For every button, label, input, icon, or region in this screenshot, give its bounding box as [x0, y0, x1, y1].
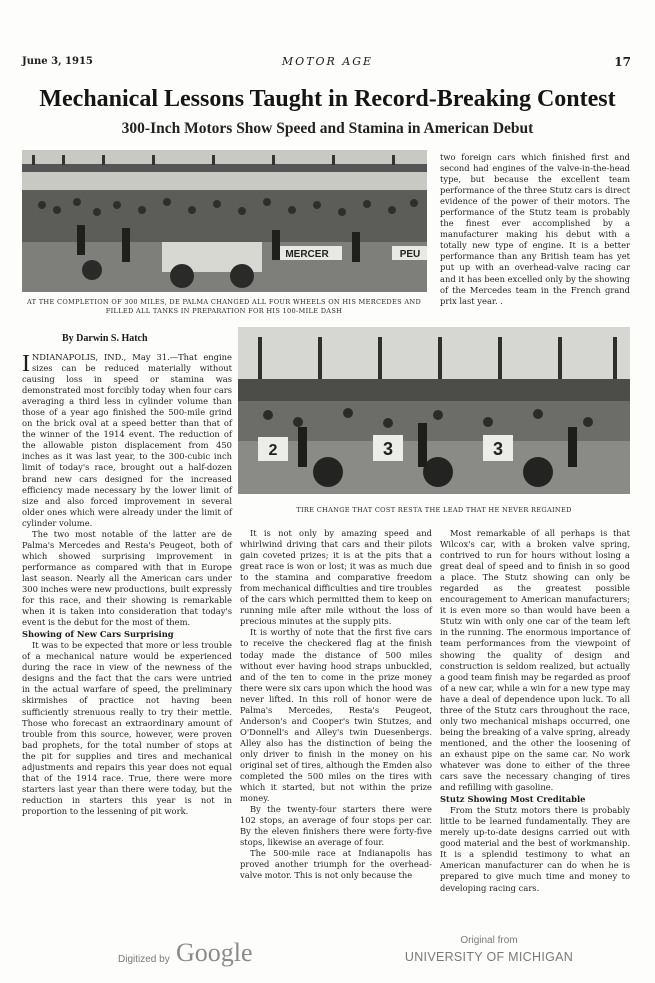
drop-cap: I: [22, 351, 30, 377]
magazine-name: MOTOR AGE: [281, 55, 374, 68]
column-1: [22, 352, 232, 817]
car-number-2: 2: [268, 442, 278, 459]
column-2-paragraph-4: The 500-mile race at Indianapolis has proved another triumph for the overhead-valve motor. This is not only because the: [240, 848, 432, 881]
car-number-3a: 3: [382, 439, 394, 459]
top-photo-caption: AT THE COMPLETION OF 300 MILES, DE PALMA CHANGED ALL FOUR WHEELS ON HIS MERCEDES AND FILLED ALL TANKS IN PREPARATION FOR HIS 100-MILE DASH: [26, 298, 422, 315]
column-1-text-1: NDIANAPOLIS, IND., May 31.—That engine sizes can be reduced materially without causing loss in speed or stamina was demonstrated most forcibly today when four cars averaging a third less in cylinder volume than those of a year ago finished the 500-mile grind on the brick oval at a speed better than that of the winner of the 1914 event. The reduction of the allowable piston displacement from 450 inches as it was last year, to the 300-cubic inch limit of today's race, brought out a half-dozen brand new cars designed for the increased efficiency made necessary by the lower limit of size and also forced improvement in several older ones which were already under the limit of cylinder volume.: [22, 352, 232, 528]
car-number-3b: 3: [492, 439, 504, 459]
subheading-stutz: Stutz Showing Most Creditable: [440, 794, 586, 805]
article-title: Mechanical Lessons Taught in Record-Breaking Contest: [39, 86, 616, 112]
google-logo: Google: [176, 938, 253, 967]
sign-peu: PEU: [399, 249, 421, 260]
original-from-label: Original from: [460, 935, 518, 946]
university-link[interactable]: UNIVERSITY OF MICHIGAN: [404, 950, 574, 964]
digitization-footer: [0, 930, 655, 975]
column-1-paragraph-1: [22, 352, 232, 529]
column-1-paragraph-3: It was to be expected that more or less trouble of a mechanical nature would be experienced during the race in view of the newness of the designs and the fact that the cars were untried in the actual warfare of speed, the preliminary skirmishes of practice not having been sufficiently strenuous really to try their mettle. Those who forecast an extraordinary amount of trouble from this source, however, were proven bad prophets, for the total number of stops at the pit for supplies and tires and mechanical adjustments and repairs this year does not equal that of the 1914 race. True, there were more starters last year than there were today, but the reduction in starters this year is not in proportion to the lessening of pit work.: [22, 640, 232, 816]
column-3: [440, 528, 630, 894]
tire-change-illustration: [238, 327, 630, 494]
sign-mercer: MERCER: [285, 249, 329, 260]
article-subtitle: 300-Inch Motors Show Speed and Stamina in American Debut: [121, 120, 534, 137]
issue-date: June 3, 1915: [22, 56, 93, 67]
digitized-by-label: Digitized by: [118, 954, 170, 965]
column-2-paragraph-3: By the twenty-four starters there were 102 stops, an average of four stops per car. By the eleven finishers there were forty-five stops, likewise an average of four.: [240, 804, 432, 848]
top-right-paragraph: two foreign cars which finished first and second had engines of the valve-in-the-head type, but because the excellent team performance of the three Stutz cars is direct evidence of the power of their motors. The performance of the Stutz team is probably the finest ever accomplished by a manufacturer making his debut with a totally new type of engine. It is a better performance than any British team has yet put up with an overhead-valve racing car and it has been excelled only by the showing of the Mercedes team in the French grand prix last year. .: [440, 152, 630, 306]
pit-stop-illustration: [22, 150, 427, 292]
second-photo-caption: TIRE CHANGE THAT COST RESTA THE LEAD THAT HE NEVER REGAINED: [296, 506, 572, 514]
column-2-paragraph-1: It is not only by amazing speed and whirlwind driving that cars and their pilots gain coveted prizes; it is at the pits that a great race is won or lost; it was as much due to the stamina and comparative freedom from mechanical difficulties and tire troubles of the cars which permitted them to keep on running mile after mile without the loss of precious minutes at the supply pits.: [240, 528, 432, 627]
page-number: 17: [614, 55, 631, 69]
subheading-new-cars: Showing of New Cars Surprising: [22, 629, 174, 640]
column-1-paragraph-2: The two most notable of the latter are de Palma's Mercedes and Resta's Peugeot, both of which showed surprising improvement in performance as compared with that in Europe last season. Nearly all the American cars under 300 inches were new productions, built expressly for this race, and their showing is remarkable when it is taken into consideration that today's event is the debut for the most of them.: [22, 528, 232, 628]
column-3-paragraph-1: Most remarkable of all perhaps is that Wilcox's car, with a broken valve spring, contrived to run for hours without losing a great deal of speed and to finish in so good a place. The Stutz showing can only be regarded as the greatest possible encouragement to American manufacturers; it is even more so than would have been a Stutz win with only one car of the team left in the running. The enormous importance of team performances from the viewpoint of showing the quality of design and construction is seldom realized, but actually a good team finish may be regarded as proof of a new car, while a win for a new type may have a deal of dependence upon luck. To all three of the Stutz cars throughout the race, only two mechanical mishaps occurred, one being the breaking of a valve spring, already mentioned, and the other the loosening of an exhaust pipe on the same car. No work whatever was done to either of the three cars save the necessary changing of tires and refilling with gasoline.: [440, 528, 630, 793]
pit-stop-photo: [22, 150, 427, 292]
top-right-column: [440, 152, 630, 307]
byline: By Darwin S. Hatch: [62, 333, 148, 344]
column-3-paragraph-2: From the Stutz motors there is probably little to be learned fundamentally. They are merely up-to-date designs carried out with good material and the best of workmanship. It is a splendid testimony to what an American manufacturer can do when he is prepared to give much time and money to developing racing cars.: [440, 805, 630, 893]
column-2-paragraph-2: It is worthy of note that the first five cars to receive the checkered flag at the finish today made the distance of 500 miles without ever having hood straps unbuckled, and of the ten to come in the prize money there were six cars upon which the hood was never lifted. In this roll of honor were de Palma's Mercedes, Resta's Peugeot, Anderson's and Cooper's twin Stutzes, and O'Donnell's and Alley's twin Duesenbergs. Alley also has the distinction of being the only driver to finish in the money on his original set of tires, although the Emden also completed the 500 miles on the tires with which it started, but not within the prize money.: [240, 627, 432, 804]
tire-change-photo: [238, 327, 630, 494]
column-2: [240, 528, 432, 882]
